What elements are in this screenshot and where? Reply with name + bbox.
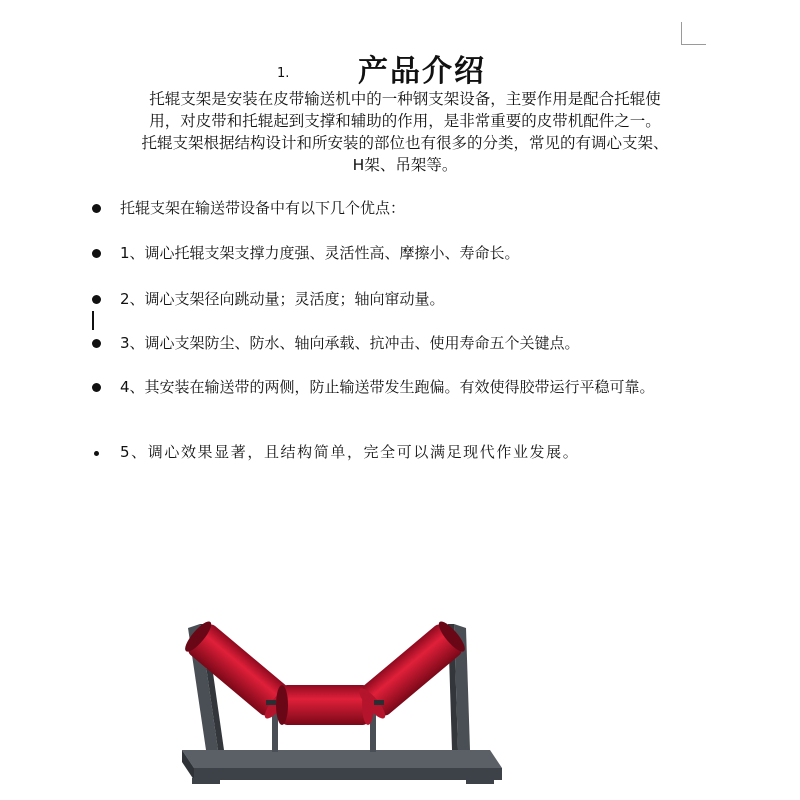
list-item-text: 托辊支架在输送带设备中有以下几个优点：: [120, 199, 406, 217]
intro-line: 用，对皮带和托辊起到支撑和辅助的作用，是非常重要的皮带机配件之一。: [149, 112, 661, 130]
bullet-dot-icon: [94, 451, 99, 456]
page-corner-mark: [681, 22, 706, 45]
bullet-dot-icon: [92, 383, 101, 392]
list-item-text: 2、调心支架径向跳动量；灵活度；轴向窜动量。: [120, 290, 445, 308]
list-item-text: 3、调心支架防尘、防水、轴向承载、抗冲击、使用寿命五个关键点。: [120, 334, 580, 352]
list-item-text: 4、其安装在输送带的两侧，防止输送带发生跑偏。有效使得胶带运行平稳可靠。: [120, 378, 655, 396]
bullet-dot-icon: [92, 249, 101, 258]
text-cursor: [92, 311, 94, 330]
bullet-dot-icon: [92, 339, 101, 348]
page-title: 产品介绍: [358, 54, 486, 89]
intro-paragraph: [100, 88, 710, 176]
bullet-dot-icon: [92, 204, 101, 213]
bullet-dot-icon: [92, 295, 101, 304]
list-item-text: 1、调心托辊支架支撑力度强、灵活性高、摩擦小、寿命长。: [120, 244, 520, 262]
intro-line: 托辊支架是安装在皮带输送机中的一种钢支架设备，主要作用是配合托辊使: [149, 90, 661, 108]
intro-line: H架、吊架等。: [352, 156, 458, 174]
heading-number: 1.: [277, 66, 290, 81]
intro-line: 托辊支架根据结构设计和所安装的部位也有很多的分类，常见的有调心支架、: [141, 134, 669, 152]
troughing-idler-frame-illustration: [170, 600, 510, 790]
list-item-text: 5、调心效果显著，且结构简单，完全可以满足现代作业发展。: [120, 443, 580, 461]
